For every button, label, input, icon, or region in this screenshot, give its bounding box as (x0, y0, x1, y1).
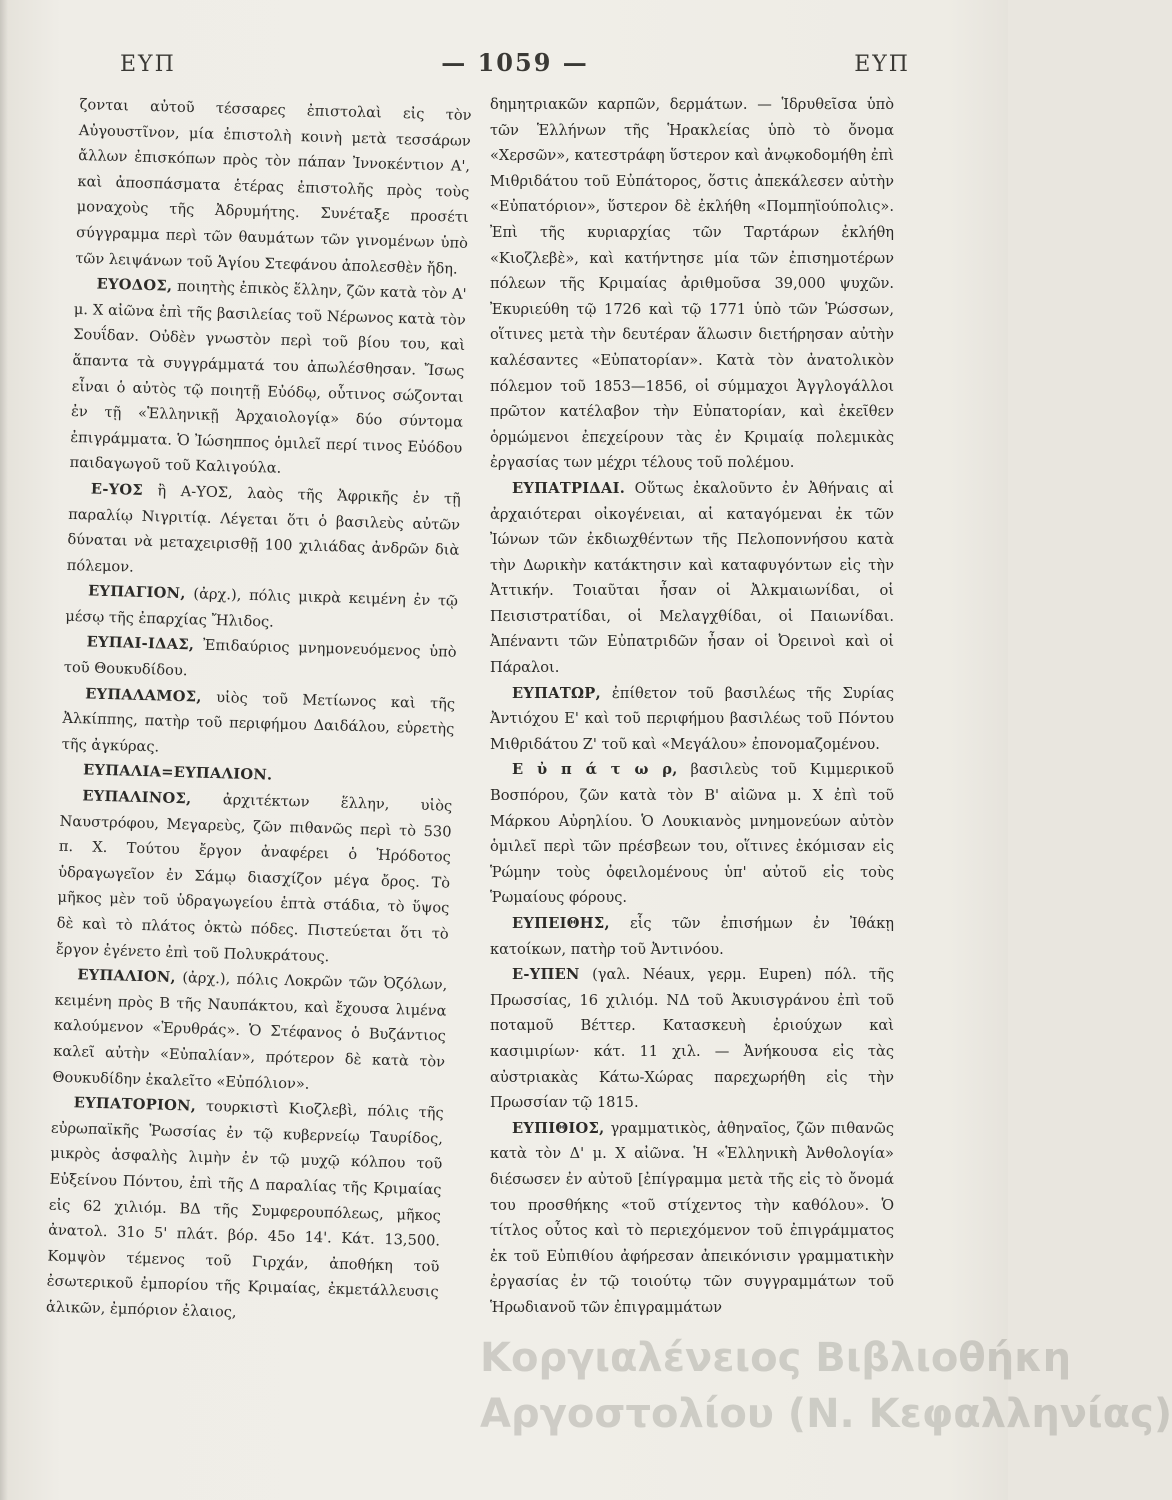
entry (490, 962, 894, 1116)
entry-text: τουρκιστὶ Κιοζλεβὶ, πόλις τῆς εὐρωπαϊκῆς Ῥωσσίας ἐν τῷ κυβερνείῳ Ταυρίδος, μικρὸς ἀσφαλὴς λιμὴν ἐν τῷ μυχῷ κόλπου τοῦ Εὐξείνου Πόντου, ἐπὶ τῆς Δ παραλίας τῆς Κριμαίας εἰς 62 χιλιόμ. ΒΔ τῆς Συμφερουπόλεως, μῆκος ἀνατολ. 31ο 5' πλάτ. βόρ. 45ο 14'. Κάτ. 13,500. Κομψὸν τέμενος τοῦ Γιρχάν, ἀποθήκη τοῦ ἐσωτερικοῦ ἐμπορίου τῆς Κριμαίας, ἐκμετάλλευσις ἁλικῶν, ἐμπόριον ἐλαιος, (45, 1097, 444, 1321)
entry-headword: ΕΥΠΑΛΙΑ=ΕΥΠΑΛΙΟΝ. (82, 761, 273, 785)
entry-text: Οὕτως ἐκαλοῦντο ἐν Ἀθήναις αἱ ἀρχαιότεραι οἰκογένειαι, αἱ καταγόμεναι ἐκ τῶν Ἰώνων τῶν ἐκδιωχθέντων τῆς Πελοποννήσου κατὰ τὴν Δωρικὴν κατάκτησιν καὶ καταφυγόντων εἰς τὴν Ἀττικήν. Τοιαῦται ἦσαν οἱ Ἀλκμαιωνίδαι, οἱ Πεισιστρατίδαι, οἱ Μελαγχθίδαι, οἱ Παιωνίδαι. Ἀπέναντι τῶν Εὐπατριδῶν ἦσαν οἱ Ὀρεινοὶ καὶ οἱ Πάραλοι. (490, 479, 894, 677)
watermark-line: Κοργιαλένειος Βιβλιοθήκη (480, 1335, 1072, 1381)
entry-headword: ΕΥΠΑΛΙΟΝ, (77, 966, 177, 987)
entry-headword: ΕΥΠΙΘΙΟΣ, (512, 1119, 605, 1137)
entry (46, 1090, 444, 1331)
entry-text: (ἀρχ.), πόλις Λοκρῶν τῶν Ὀζόλων, κειμένη πρὸς Β τῆς Ναυπάκτου, καὶ ἔχουσα λιμένα καλούμενον «Ἐρυθράς». Ὁ Στέφανος ὁ Βυζάντιος καλεῖ αὐτὴν «Εὐπαλίαν», πρότερον δὲ κατὰ τὸν Θουκυδίδην ἐκαλεῖτο «Εὐπόλιον». (52, 969, 448, 1093)
entry-text: ζονται αὐτοῦ τέσσαρες ἐπιστολαὶ εἰς τὸν Αὐγουστῖνον, μία ἐπιστολὴ κοινὴ μετὰ τεσσάρων ἄλλων ἐπισκόπων πρὸς τὸν πάπαν Ἰννοκέντιον Α', καὶ ἀποσπάσματα ἑτέρας ἐπιστολῆς πρὸς τοὺς μοναχοὺς τῆς Ἀδρυμήτης. Συνέταξε προσέτι σύγγραμμα περὶ τῶν θαυμάτων τῶν γινομένων ὑπὸ τῶν λειψάνων τοῦ Ἁγίου Στεφάνου ἀπολεσθὲν ἤδη. (75, 95, 472, 278)
left-running-head: ΕΥΠ (120, 52, 176, 77)
entry-headword: ΕΥΟΔΟΣ, (96, 275, 173, 295)
entry (490, 911, 894, 962)
left-column (46, 92, 472, 1331)
running-header (120, 48, 910, 88)
right-column (490, 92, 894, 1321)
entry-text: εἷς τῶν ἐπισήμων ἐν Ἰθάκῃ κατοίκων, πατὴρ τοῦ Ἀντινόου. (490, 915, 894, 958)
entry-text: υἱὸς τοῦ Μετίωνος καὶ τῆς Ἀλκίππης, πατὴρ τοῦ περιφήμου Δαιδάλου, εὑρετὴς τῆς ἀγκύρας. (61, 688, 456, 756)
entry-headword: ΕΥΠΑΓΙΟΝ, (87, 582, 186, 603)
entry-text: βασιλεὺς τοῦ Κιμμερικοῦ Βοσπόρου, ζῶν κατὰ τὸν Β' αἰῶνα μ. Χ ἐπὶ τοῦ Μάρκου Αὐρηλίου. Ὁ Λουκιανὸς μνημονεύων αὐτὸν ὁμιλεῖ περὶ τῶν πρέσβεων του, οἵτινες ἐκόμισαν εἰς Ῥώμην τοὺς ὀφειλομένους ὑπ' αὐτοῦ εἰς τοὺς Ῥωμαίους φόρους. (490, 761, 894, 907)
entry-headword: ΕΥΠΑΙ-ΙΔΑΣ, (86, 633, 195, 654)
entry-text: Ἐπιδαύριος μνημονευόμενος ὑπὸ τοῦ Θουκυδίδου. (63, 636, 457, 680)
entry-text: ποιητὴς ἐπικὸς ἕλλην, ζῶν κατὰ τὸν Α' μ. Χ αἰῶνα ἐπὶ τῆς βασιλείας τοῦ Νέρωνος κατὰ τὸν Σουΐδαν. Οὐδὲν γνωστὸν περὶ τοῦ βίου του, καὶ ἅπαντα τὰ συγγράμματά του ἀπωλέσθησαν. Ἴσως εἶναι ὁ αὐτὸς τῷ ποιητῇ Εὐόδῳ, οὗτινος σώζονται ἐν τῇ «Ἑλληνικῇ Ἀρχαιολογίᾳ» δύο σύντομα ἐπιγράμματα. Ὁ Ἰώσηππος ὁμιλεῖ περί τινος Εὐόδου παιδαγωγοῦ τοῦ Καλιγούλα. (69, 277, 467, 478)
entry (490, 681, 894, 758)
entry-headword: ΕΥΠΑΤΡΙΔΑΙ. (512, 479, 626, 497)
entry (69, 271, 467, 487)
entry-headword: Ε-ΥΟΣ (90, 480, 144, 499)
entry-text: (ἀρχ.), πόλις μικρὰ κειμένη ἐν τῷ μέσῳ τῆς ἐπαρχίας Ἤλιδος. (65, 585, 459, 631)
entry-text: ἀρχιτέκτων ἕλλην, υἱὸς Ναυστρόφου, Μεγαρεὺς, ζῶν πιθανῶς περὶ τὸ 530 π. Χ. Τούτου ἔργον ἀναφέρει ὁ Ἡρόδοτος ὑδραγωγεῖον ἐν Σάμῳ διασχίζον μέγα ὄρος. Τὸ μῆκος μὲν τοῦ ὑδραγωγείου ἑπτὰ στάδια, τὸ ὕψος δὲ καὶ τὸ πλάτος ὀκτὼ πόδες. Πιστεύεται ὅτι τὸ ἔργον ἐγένετο ἐπὶ τοῦ Πολυκράτους. (55, 790, 453, 965)
entry-headword: ΕΥΠΑΛΙΝΟΣ, (82, 787, 192, 808)
entry-text: (γαλ. Néaux, γερμ. Eupen) πόλ. τῆς Πρωσσίας, 16 χιλιόμ. ΝΔ τοῦ Ἀκυισγράνου ἐπὶ τοῦ ποταμοῦ Βέττερ. Κατασκευὴ ἐριούχων καὶ κασιμιρίων· κάτ. 11 χιλ. — Ἀνήκουσα εἰς τὰς αὐστριακὰς Κάτω-Χώρας παρεχωρήθη εἰς τὴν Πρωσσίαν τῷ 1815. (490, 966, 894, 1112)
library-watermark (480, 1330, 1172, 1450)
entry-headword: ΕΥΠΑΛΑΜΟΣ, (84, 685, 202, 706)
entry (61, 680, 455, 768)
right-running-head: ΕΥΠ (854, 52, 910, 77)
entry (490, 476, 894, 681)
entry (66, 476, 461, 589)
page-edge-shadow (0, 0, 8, 1500)
entry (490, 1116, 894, 1321)
entry (490, 92, 894, 476)
entry-text: γραμματικὸς, ἀθηναῖος, ζῶν πιθανῶς κατὰ τὸν Δ' μ. Χ αἰῶνα. Ἡ «Ἑλληνικὴ Ἀνθολογία» διέσωσεν ἐν αὐτοῦ [ἐπίγραμμα μετὰ τῆς εἰς τὸ ὄνομά του προσθήκης «τοῦ στίχεντος τὴν καθόλου». Ὁ τίτλος οὗτος καὶ τὸ περιεχόμενον τοῦ ἐπιγράμματος ἐκ τοῦ Εὐπιθίου ἀφήρεσαν ἀπεικόνισιν γραμματικὴν ἐργασίας ἐν τῷ τοιούτῳ τῶν συγγραμμάτων τοῦ Ἡρωδιανοῦ τῶν ἐπιγραμμάτων (490, 1119, 894, 1316)
entry-text: ἐπίθετον τοῦ βασιλέως τῆς Συρίας Ἀντιόχου Ε' καὶ τοῦ περιφήμου βασιλέως τοῦ Πόντου Μιθριδάτου Ζ' τοῦ καὶ «Μεγάλου» ἐπονομαζομένου. (490, 684, 894, 753)
entry (56, 783, 453, 973)
watermark-line: Αργοστολίου (Ν. Κεφαλληνίας) (480, 1391, 1172, 1437)
entry-headword: ΕΥΠΕΙΘΗΣ, (512, 915, 610, 932)
page-number: — 1059 — (441, 48, 589, 77)
entry (52, 962, 447, 1101)
entry-headword: Ε-ΥΠΕΝ (512, 966, 580, 984)
entry (75, 92, 472, 282)
entry (490, 757, 894, 911)
entry-headword: Ε ὐ π ά τ ω ρ, (512, 761, 678, 779)
entry-headword: ΕΥΠΑΤΩΡ, (512, 684, 601, 702)
entry-text: ἢ Α-ΥΟΣ, λαὸς τῆς Ἀφρικῆς ἐν τῇ παραλίῳ Νιγριτίᾳ. Λέγεται ὅτι ὁ βασιλεὺς αὐτῶν δύναται νὰ μεταχειρισθῇ 100 χιλιάδας ἀνδρῶν διὰ πόλεμον. (66, 481, 462, 576)
entry-text: δημητριακῶν καρπῶν, δερμάτων. — Ἱδρυθεῖσα ὑπὸ τῶν Ἑλλήνων τῆς Ἡρακλείας ὑπὸ τὸ ὄνομα «Χερσῶν», κατεστράφη ὕστερον καὶ ἀνῳκοδομήθη ἐπὶ Μιθριδάτου τοῦ Εὐπάτορος, ὅστις ἀπεκάλεσεν αὐτὴν «Εὐπατόριον», ὕστερον δὲ ἐκλήθη «Πομπηϊούπολις». Ἐπὶ τῆς κυριαρχίας τῶν Ταρτάρων ἐκλήθη «Κιοζλεβὲ», καὶ κατήντησε μία τῶν ἐπισημοτέρων πόλεων τῆς Κριμαίας ἀριθμοῦσα 39,000 ψυχῶν. Ἐκυριεύθη τῷ 1726 καὶ τῷ 1771 ὑπὸ τῶν Ῥώσσων, οἵτινες μετὰ τὴν δευτέραν ἅλωσιν διετήρησαν αὐτὴν καλέσαντες «Εὐπατορίαν». Κατὰ τὸν ἀνατολικὸν πόλεμον τοῦ 1853—1856, οἱ σύμμαχοι Ἀγγλογάλλοι πρῶτον κατέλαβον τὴν Εὐπατορίαν, καὶ ἐκεῖθεν ὁρμώμενοι ἐπεχείρουν τὰς ἐν Κριμαίᾳ πολεμικὰς ἐργασίας των μέχρι τέλους τοῦ πολέμου. (490, 96, 894, 472)
entry-headword: ΕΥΠΑΤΟΡΙΟΝ, (73, 1094, 197, 1115)
